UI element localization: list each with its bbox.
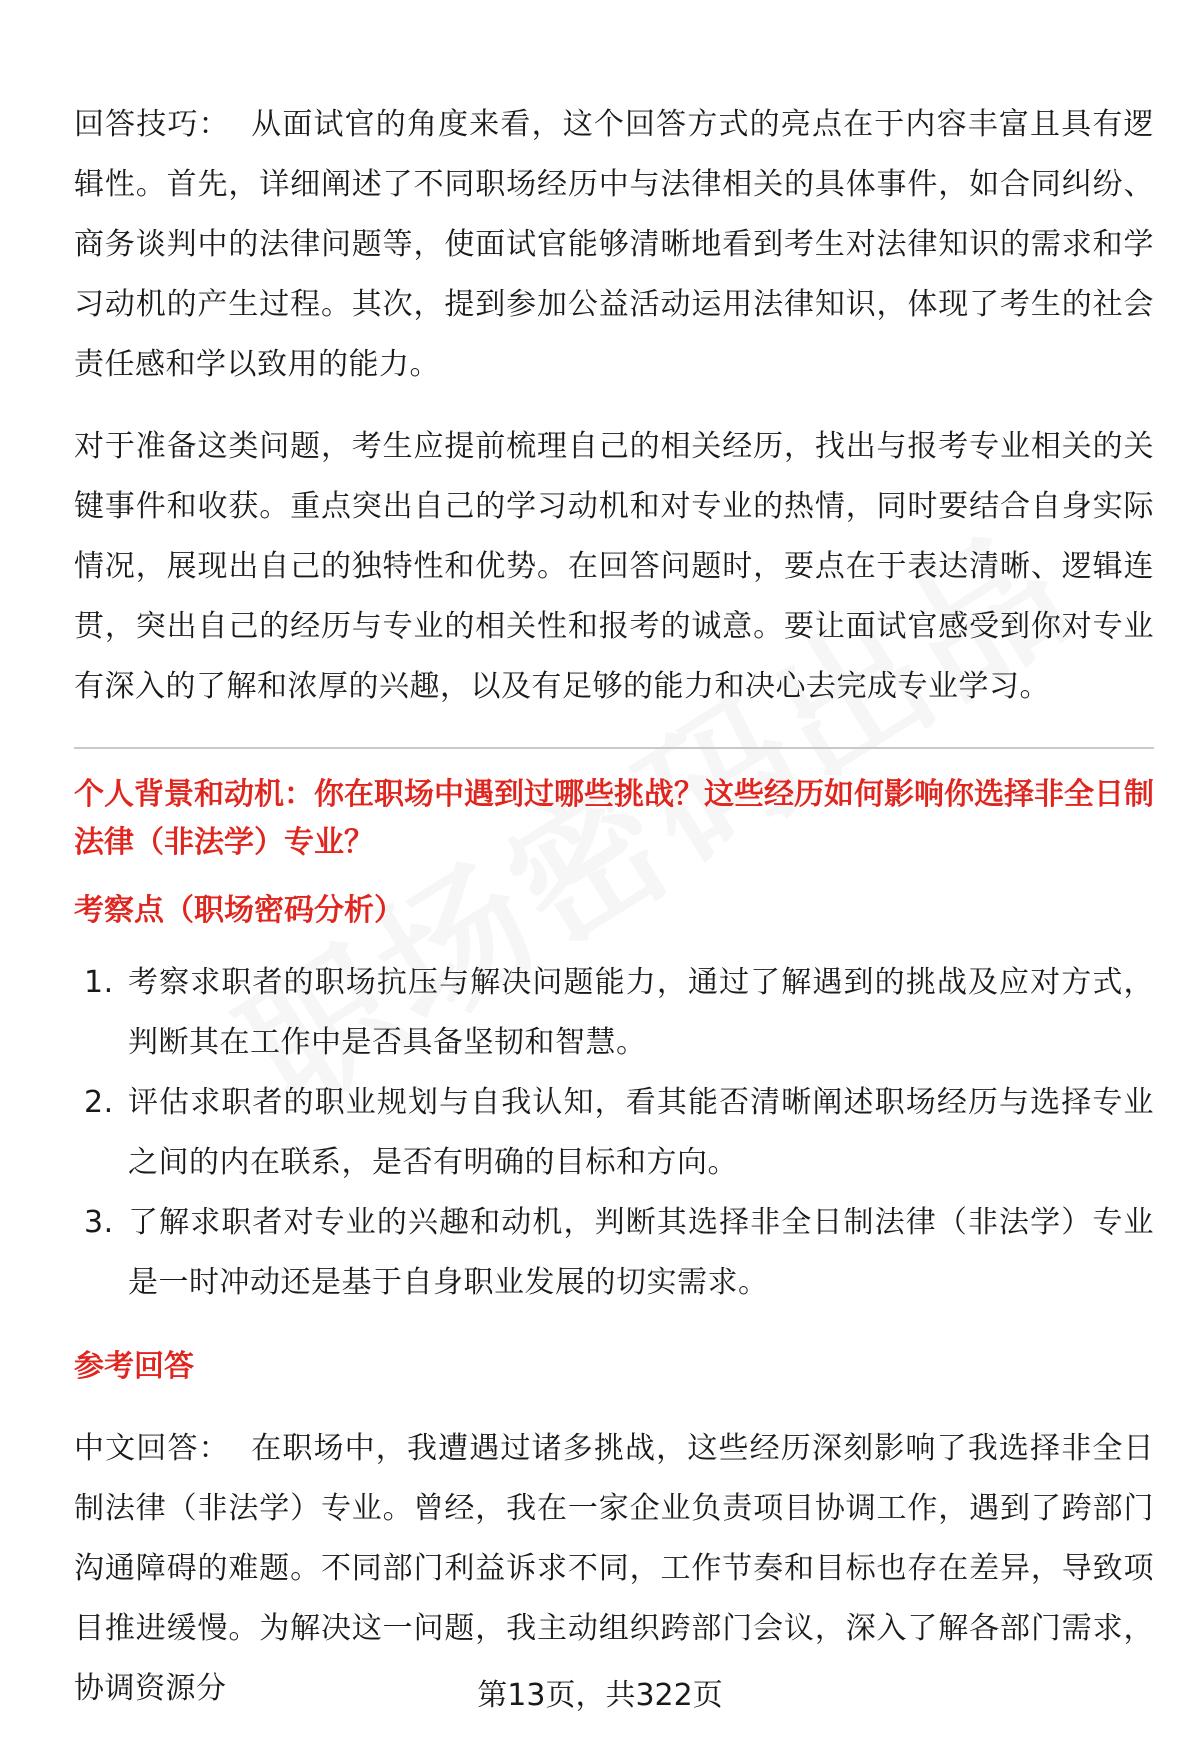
list-item-text: 评估求职者的职业规划与自我认知，看其能否清晰阐述职场经历与选择专业之间的内在联系，是否有明确的目标和方向。 <box>128 1085 1154 1180</box>
reference-answer-text: 在职场中，我遭遇过诸多挑战，这些经历深刻影响了我选择非全日制法律（非法学）专业。曾经，我在一家企业负责项目协调工作，遇到了跨部门沟通障碍的难题。不同部门利益诉求不同，工作节奏和目标也存在差异，导致项目推进缓慢。为解决这一问题，我主动组织跨部门会议，深入了解各部门需求，协调资源分 <box>74 1431 1155 1706</box>
section-divider <box>74 747 1154 749</box>
reference-answer-paragraph <box>74 1419 1154 1719</box>
page-content <box>74 95 1154 1719</box>
reference-answer-label: 中文回答： <box>74 1431 230 1466</box>
list-item-number: 2. <box>84 1085 114 1120</box>
reference-answer-heading: 参考回答 <box>74 1349 194 1384</box>
preparation-paragraph: 对于准备这类问题，考生应提前梳理自己的相关经历，找出与报考专业相关的关键事件和收获。重点突出自己的学习动机和对专业的热情，同时要结合自身实际情况，展现出自己的独特性和优势。在回答问题时，要点在于表达清晰、逻辑连贯，突出自己的经历与专业的相关性和报考的诚意。要让面试官感受到你对专业有深入的了解和浓厚的兴趣，以及有足够的能力和决心去完成专业学习。 <box>74 429 1154 704</box>
answer-tip-label: 回答技巧： <box>74 107 230 142</box>
list-item <box>74 953 1154 1073</box>
exam-points-heading: 考察点（职场密码分析） <box>74 893 404 928</box>
list-item-number: 1. <box>84 965 114 1000</box>
list-item <box>74 1193 1154 1313</box>
list-item-number: 3. <box>84 1205 114 1240</box>
list-item-text: 了解求职者对专业的兴趣和动机，判断其选择非全日制法律（非法学）专业是一时冲动还是基于自身职业发展的切实需求。 <box>128 1205 1154 1300</box>
exam-points-list <box>74 953 1154 1313</box>
question-heading: 个人背景和动机：你在职场中遇到过哪些挑战？这些经历如何影响你选择非全日制法律（非法学）专业？ <box>74 777 1154 860</box>
page-number-footer: 第13页，共322页 <box>477 1678 723 1713</box>
list-item-text: 考察求职者的职场抗压与解决问题能力，通过了解遇到的挑战及应对方式，判断其在工作中是否具备坚韧和智慧。 <box>128 965 1154 1060</box>
answer-tip-paragraph <box>74 95 1154 395</box>
list-item <box>74 1073 1154 1193</box>
answer-tip-text: 从面试官的角度来看，这个回答方式的亮点在于内容丰富且具有逻辑性。首先，详细阐述了不同职场经历中与法律相关的具体事件，如合同纠纷、商务谈判中的法律问题等，使面试官能够清晰地看到考生对法律知识的需求和学习动机的产生过程。其次，提到参加公益活动运用法律知识，体现了考生的社会责任感和学以致用的能力。 <box>74 107 1155 382</box>
